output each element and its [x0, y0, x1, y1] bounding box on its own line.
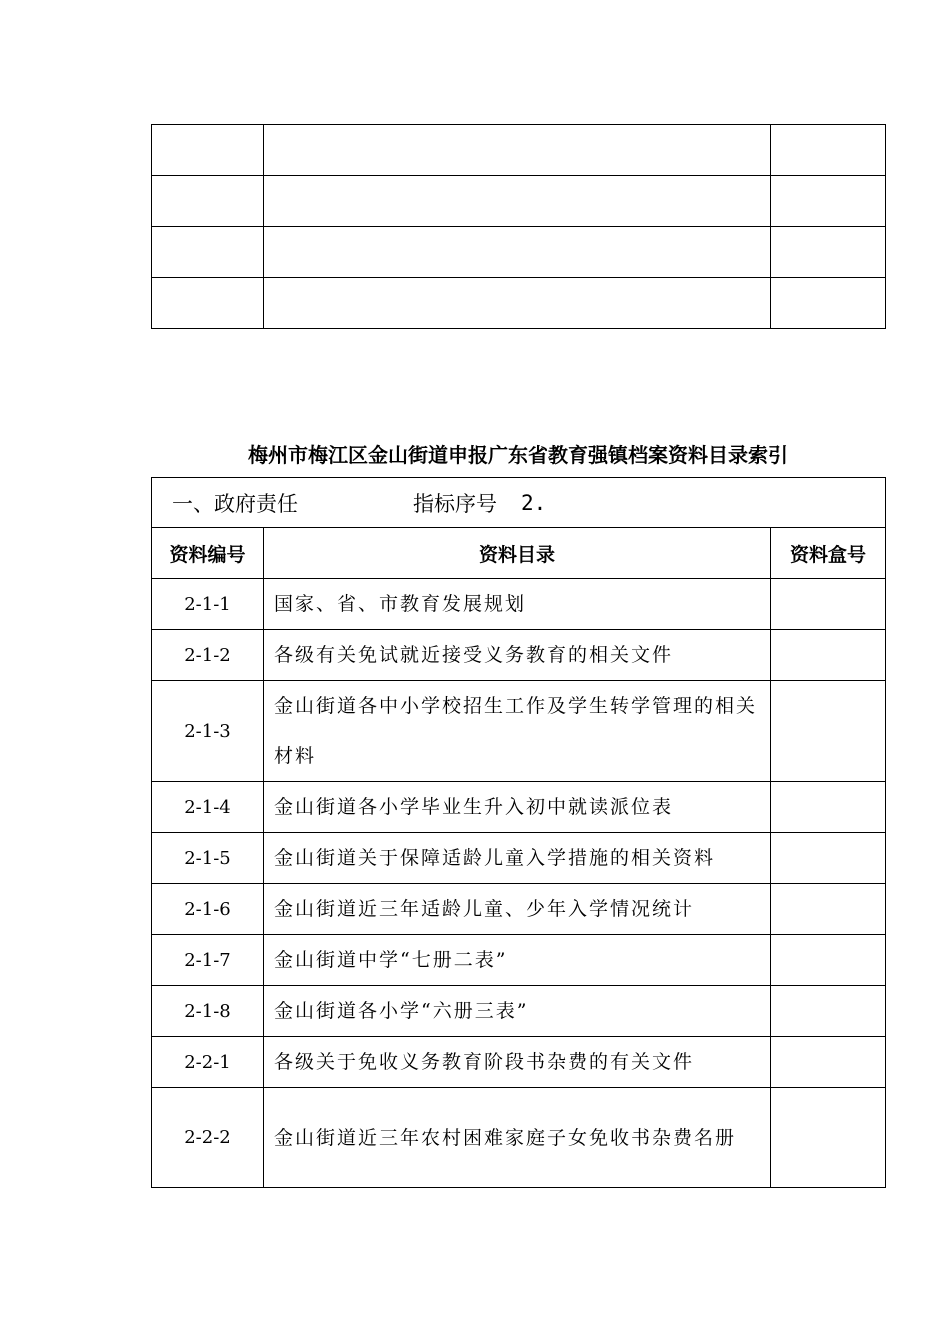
empty-cell: [771, 125, 886, 176]
table-row: [152, 176, 886, 227]
empty-cell: [264, 176, 771, 227]
index-value: 2.: [521, 490, 547, 515]
header-row: [152, 528, 886, 579]
record-box: [771, 630, 886, 681]
record-box: [771, 935, 886, 986]
section-name: 政府责任: [214, 491, 298, 516]
record-code: 2-1-8: [152, 986, 264, 1037]
column-header-box: 资料盒号: [771, 528, 886, 579]
record-box: [771, 579, 886, 630]
record-title: 各级有关免试就近接受义务教育的相关文件: [264, 630, 771, 681]
record-code: 2-2-2: [152, 1088, 264, 1188]
empty-cell: [152, 125, 264, 176]
table-row: [152, 630, 886, 681]
record-title: 金山街道各小学“六册三表”: [264, 986, 771, 1037]
table-row: [152, 935, 886, 986]
document-title: 梅州市梅江区金山街道申报广东省教育强镇档案资料目录索引: [248, 443, 788, 467]
record-box: [771, 986, 886, 1037]
record-box: [771, 884, 886, 935]
record-box: [771, 833, 886, 884]
table-row: [152, 579, 886, 630]
empty-cell: [152, 227, 264, 278]
record-code: 2-1-5: [152, 833, 264, 884]
empty-cell: [771, 227, 886, 278]
record-title: 各级关于免收义务教育阶段书杂费的有关文件: [264, 1037, 771, 1088]
empty-cell: [264, 125, 771, 176]
column-header-code: 资料编号: [152, 528, 264, 579]
empty-cell: [771, 176, 886, 227]
record-code: 2-1-7: [152, 935, 264, 986]
record-code: 2-1-3: [152, 681, 264, 782]
record-box: [771, 1088, 886, 1188]
section-cell: [152, 478, 886, 528]
table-row: [152, 681, 886, 782]
record-code: 2-1-6: [152, 884, 264, 935]
index-label: 指标序号: [413, 491, 497, 516]
column-header-title: 资料目录: [264, 528, 771, 579]
record-code: 2-1-2: [152, 630, 264, 681]
archive-index-table: [151, 477, 886, 1188]
record-code: 2-1-1: [152, 579, 264, 630]
table-row: [152, 1088, 886, 1188]
empty-cell: [264, 227, 771, 278]
record-title: 国家、省、市教育发展规划: [264, 579, 771, 630]
empty-cell: [771, 278, 886, 329]
record-title: 金山街道各中小学校招生工作及学生转学管理的相关材料: [264, 681, 771, 782]
table-row: [152, 833, 886, 884]
table-row: [152, 782, 886, 833]
record-box: [771, 681, 886, 782]
section-row: [152, 478, 886, 528]
section-number: 一、: [172, 491, 214, 516]
empty-cell: [264, 278, 771, 329]
table-row: [152, 986, 886, 1037]
record-box: [771, 782, 886, 833]
previous-table-continuation: [151, 124, 886, 329]
record-title: 金山街道近三年农村困难家庭子女免收书杂费名册: [264, 1088, 771, 1188]
record-box: [771, 1037, 886, 1088]
record-title: 金山街道中学“七册二表”: [264, 935, 771, 986]
record-code: 2-1-4: [152, 782, 264, 833]
table-row: [152, 884, 886, 935]
record-title: 金山街道近三年适龄儿童、少年入学情况统计: [264, 884, 771, 935]
table-row: [152, 227, 886, 278]
record-code: 2-2-1: [152, 1037, 264, 1088]
table-row: [152, 1037, 886, 1088]
table-row: [152, 278, 886, 329]
record-title: 金山街道各小学毕业生升入初中就读派位表: [264, 782, 771, 833]
empty-cell: [152, 278, 264, 329]
table-row: [152, 125, 886, 176]
record-title: 金山街道关于保障适龄儿童入学措施的相关资料: [264, 833, 771, 884]
empty-cell: [152, 176, 264, 227]
